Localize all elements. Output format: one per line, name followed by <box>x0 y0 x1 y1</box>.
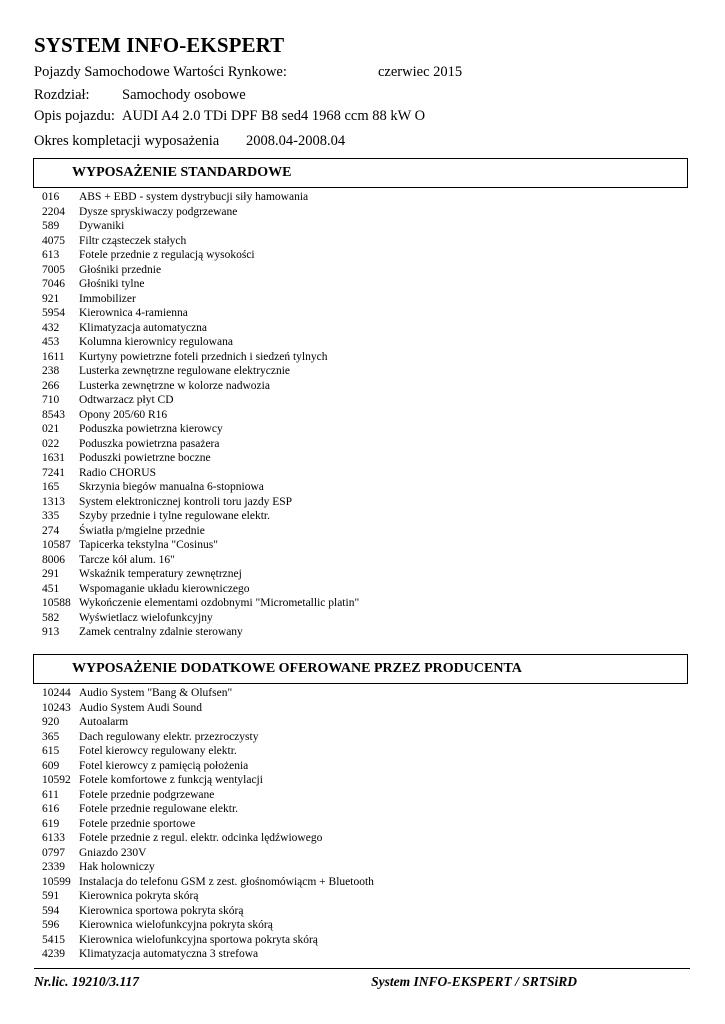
equipment-code: 0797 <box>42 846 65 859</box>
equipment-description: Światła p/mgielne przednie <box>79 524 205 537</box>
equipment-description: Audio System "Bang & Olufsen" <box>79 687 233 699</box>
equipment-description: Fotel kierowcy regulowany elektr. <box>79 745 237 758</box>
equipment-code: 619 <box>42 817 60 830</box>
equipment-description: Wspomaganie układu kierowniczego <box>79 582 250 595</box>
equipment-description: Instalacja do telefonu GSM z zest. głośnomówiącm + Bluetooth <box>79 875 374 888</box>
equipment-description: Immobilizer <box>79 292 136 305</box>
equipment-code: 8006 <box>42 553 65 566</box>
vehicle-label: Opis pojazdu: <box>34 108 115 124</box>
equipment-description: Kierownica wielofunkcyjna sportowa pokryta skórą <box>79 933 318 946</box>
market-label: Pojazdy Samochodowe Wartości Rynkowe: <box>34 64 287 80</box>
equipment-code: 10592 <box>42 774 71 787</box>
equipment-description: Kierownica wielofunkcyjna pokryta skórą <box>79 919 273 932</box>
period-label: Okres kompletacji wyposażenia <box>34 133 220 149</box>
equipment-code: 613 <box>42 249 60 262</box>
equipment-description: Kierownica sportowa pokryta skórą <box>79 904 244 917</box>
equipment-description: Klimatyzacja automatyczna <box>79 321 208 334</box>
equipment-description: Dach regulowany elektr. przezroczysty <box>79 730 259 743</box>
equipment-code: 596 <box>42 919 60 932</box>
equipment-code: 021 <box>42 423 60 436</box>
equipment-code: 1313 <box>42 495 65 508</box>
equipment-code: 10243 <box>42 701 71 714</box>
equipment-code: 7241 <box>42 466 65 479</box>
equipment-code: 710 <box>42 394 60 407</box>
equipment-code: 2204 <box>42 205 65 218</box>
equipment-description: Skrzynia biegów manualna 6-stopniowa <box>79 481 264 494</box>
equipment-description: Radio CHORUS <box>79 466 156 479</box>
equipment-code: 609 <box>42 759 60 772</box>
footer-system: System INFO-EKSPERT / SRTSiRD <box>371 974 577 989</box>
equipment-code: 10587 <box>42 539 71 552</box>
equipment-description: Fotele przednie z regulacją wysokości <box>79 249 255 262</box>
equipment-description: System elektronicznej kontroli toru jazdy ESP <box>79 495 293 508</box>
equipment-description: Lusterka zewnętrzne regulowane elektrycznie <box>79 365 291 378</box>
equipment-code: 335 <box>42 510 60 523</box>
section-label: Rozdział: <box>34 87 90 103</box>
equipment-code: 913 <box>42 626 60 639</box>
equipment-code: 1631 <box>42 452 65 465</box>
equipment-code: 589 <box>42 220 60 233</box>
vehicle-value: AUDI A4 2.0 TDi DPF B8 sed4 1968 ccm 88 kW O <box>122 108 426 124</box>
equipment-description: Głośniki przednie <box>79 263 162 276</box>
standard-equipment-heading: WYPOSAŻENIE STANDARDOWE <box>33 158 688 188</box>
section-value: Samochody osobowe <box>122 87 246 103</box>
equipment-code: 616 <box>42 803 60 816</box>
market-date: czerwiec 2015 <box>378 64 463 80</box>
equipment-description: Autoalarm <box>79 716 129 729</box>
document-title: SYSTEM INFO-EKSPERT <box>34 33 285 57</box>
equipment-description: Wskaźnik temperatury zewnętrznej <box>79 568 242 581</box>
equipment-code: 1611 <box>42 350 65 363</box>
equipment-description: Fotele przednie z regul. elektr. odcinka lędźwiowego <box>79 832 323 845</box>
equipment-code: 591 <box>42 890 60 903</box>
equipment-description: Kierownica pokryta skórą <box>79 890 199 903</box>
equipment-code: 4075 <box>42 234 65 247</box>
equipment-code: 10244 <box>42 687 71 699</box>
equipment-description: Zamek centralny zdalnie sterowany <box>79 626 243 639</box>
equipment-description: Klimatyzacja automatyczna 3 strefowa <box>79 948 259 961</box>
equipment-code: 5415 <box>42 933 65 946</box>
equipment-code: 921 <box>42 292 60 305</box>
equipment-description: Tapicerka tekstylna "Cosinus" <box>79 539 218 552</box>
equipment-description: Wyświetlacz wielofunkcyjny <box>79 611 213 624</box>
equipment-description: Kierownica 4-ramienna <box>79 307 188 320</box>
equipment-description: Dysze spryskiwaczy podgrzewane <box>79 205 238 218</box>
equipment-code: 274 <box>42 524 60 537</box>
equipment-description: Fotele komfortowe z funkcją wentylacji <box>79 774 263 787</box>
equipment-code: 022 <box>42 437 60 450</box>
equipment-code: 291 <box>42 568 60 581</box>
period-value: 2008.04-2008.04 <box>246 133 346 149</box>
equipment-description: Kurtyny powietrzne foteli przednich i siedzeń tylnych <box>79 350 328 363</box>
equipment-code: 7005 <box>42 263 65 276</box>
equipment-code: 365 <box>42 730 60 743</box>
equipment-code: 615 <box>42 745 60 758</box>
footer-divider <box>34 968 690 969</box>
equipment-code: 10599 <box>42 875 71 888</box>
footer-license: Nr.lic. 19210/3.117 <box>34 974 140 989</box>
equipment-description: Poduszka powietrzna pasażera <box>79 437 220 450</box>
equipment-description: ABS + EBD - system dystrybucji siły hamowania <box>79 191 309 203</box>
equipment-code: 8543 <box>42 408 65 421</box>
equipment-description: Hak holowniczy <box>79 861 155 874</box>
equipment-code: 165 <box>42 481 60 494</box>
equipment-code: 2339 <box>42 861 65 874</box>
equipment-description: Szyby przednie i tylne regulowane elektr. <box>79 510 270 523</box>
equipment-code: 920 <box>42 716 60 729</box>
equipment-code: 6133 <box>42 832 65 845</box>
equipment-code: 7046 <box>42 278 65 291</box>
equipment-code: 432 <box>42 321 60 334</box>
equipment-code: 266 <box>42 379 60 392</box>
equipment-description: Poduszka powietrzna kierowcy <box>79 423 223 436</box>
equipment-code: 611 <box>42 788 59 801</box>
equipment-description: Opony 205/60 R16 <box>79 408 168 421</box>
equipment-description: Fotele przednie sportowe <box>79 817 196 830</box>
equipment-description: Głośniki tylne <box>79 278 145 291</box>
equipment-description: Tarcze kół alum. 16" <box>79 553 175 566</box>
equipment-description: Fotel kierowcy z pamięcią położenia <box>79 759 249 772</box>
equipment-description: Wykończenie elementami ozdobnymi "Micrometallic platin" <box>79 597 360 610</box>
optional-equipment-heading: WYPOSAŻENIE DODATKOWE OFEROWANE PRZEZ PRODUCENTA <box>33 654 688 684</box>
equipment-code: 5954 <box>42 307 65 320</box>
equipment-description: Odtwarzacz płyt CD <box>79 394 174 407</box>
equipment-code: 4239 <box>42 948 65 961</box>
equipment-description: Lusterka zewnętrzne w kolorze nadwozia <box>79 379 270 392</box>
equipment-description: Filtr cząsteczek stałych <box>79 234 187 247</box>
equipment-code: 238 <box>42 365 60 378</box>
equipment-code: 594 <box>42 904 60 917</box>
equipment-code: 582 <box>42 611 60 624</box>
equipment-description: Audio System Audi Sound <box>79 701 203 714</box>
equipment-code: 016 <box>42 191 60 203</box>
equipment-code: 10588 <box>42 597 71 610</box>
equipment-description: Poduszki powietrzne boczne <box>79 452 211 465</box>
equipment-description: Gniazdo 230V <box>79 846 147 859</box>
equipment-description: Fotele przednie podgrzewane <box>79 788 215 801</box>
equipment-description: Fotele przednie regulowane elektr. <box>79 803 239 816</box>
equipment-description: Kolumna kierownicy regulowana <box>79 336 233 349</box>
equipment-code: 453 <box>42 336 60 349</box>
equipment-code: 451 <box>42 582 60 595</box>
equipment-description: Dywaniki <box>79 220 125 233</box>
